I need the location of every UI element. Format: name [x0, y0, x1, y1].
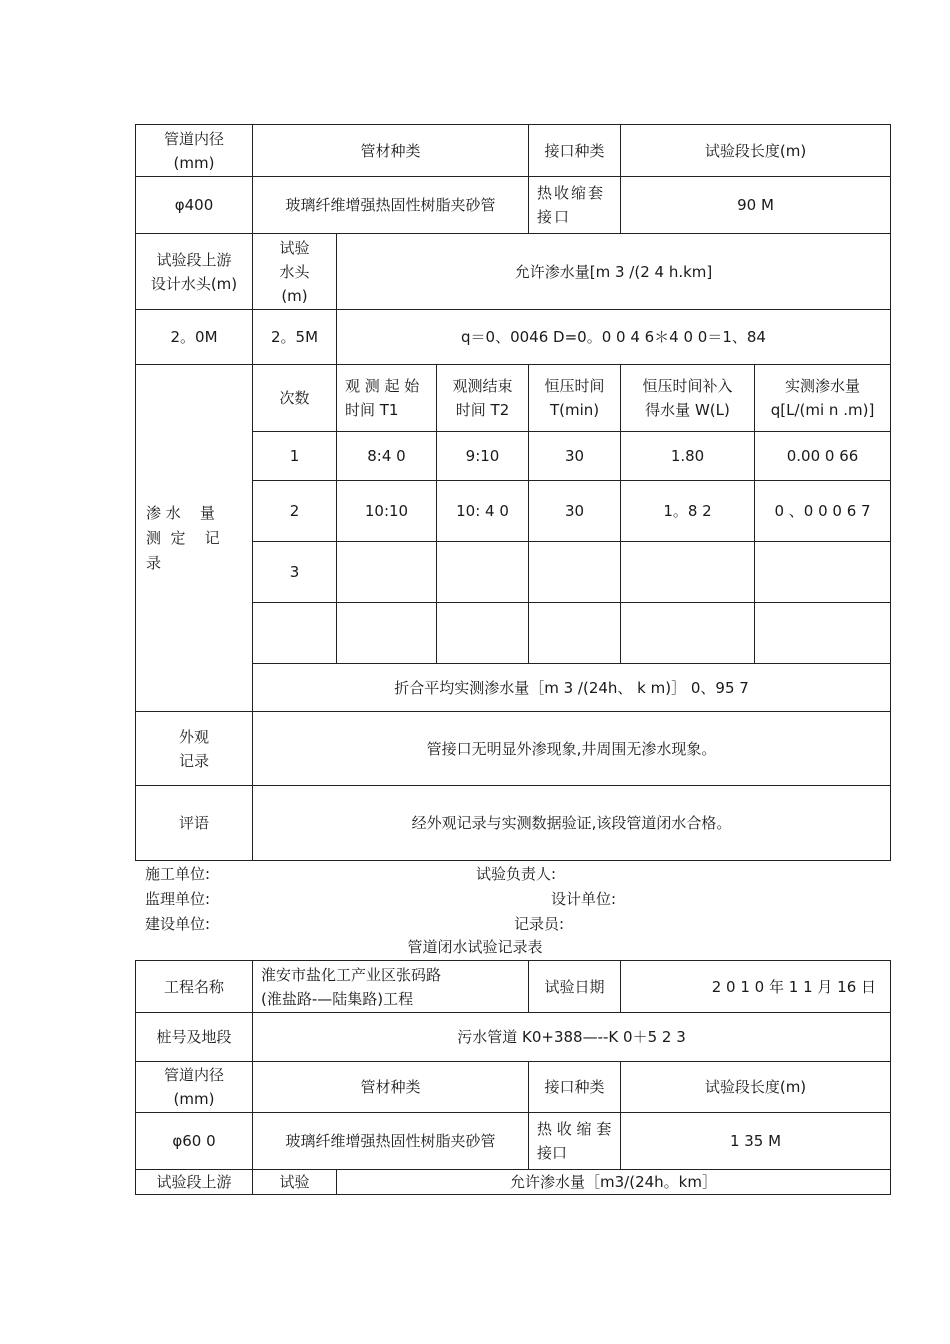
station-value: 污水管道 K0+388—--K 0＋5 2 3 — [253, 1013, 891, 1062]
row4-start — [337, 603, 437, 664]
row2-q: 0 、0 0 0 6 7 — [755, 481, 891, 542]
recorder-label: 记录员: — [514, 915, 565, 933]
col-start-time: 观 测 起 始 时间 T1 — [337, 365, 437, 432]
row3-q — [755, 542, 891, 603]
row2-start: 10:10 — [337, 481, 437, 542]
average-seepage: 折合平均实测渗水量［m 3 /(24h、 k m)］ 0、95 7 — [253, 664, 891, 712]
supervision-unit-label: 监理单位: — [145, 890, 211, 908]
header-length: 试验段长度(m) — [621, 125, 891, 177]
appearance-text: 管接口无明显外渗现象,井周围无渗水现象。 — [253, 712, 891, 786]
row3-end — [437, 542, 529, 603]
document-title: 管道闭水试验记录表 — [407, 938, 543, 956]
row3-start — [337, 542, 437, 603]
header2-joint-type: 接口种类 — [529, 1062, 621, 1113]
col-end-time: 观测结束 时间 T2 — [437, 365, 529, 432]
joint-value: 热收缩套 接口 — [529, 177, 621, 234]
col-duration: 恒压时间 T(min) — [529, 365, 621, 432]
header2-diameter: 管道内径 (mm) — [136, 1062, 253, 1113]
row4-water — [621, 603, 755, 664]
diameter2-value: φ60 0 — [136, 1113, 253, 1170]
diameter-value: φ400 — [136, 177, 253, 234]
row3-duration — [529, 542, 621, 603]
test-head-label: 试验 水头 (m) — [253, 234, 337, 310]
header2-length: 试验段长度(m) — [621, 1062, 891, 1113]
row1-end: 9:10 — [437, 432, 529, 481]
upstream-head-value: 2。0M — [136, 310, 253, 365]
construction-unit-label: 施工单位: — [145, 865, 211, 883]
seepage-record-label: 渗 水 量 测 定 记 录 — [136, 365, 253, 712]
row4-duration — [529, 603, 621, 664]
project-name-label: 工程名称 — [136, 961, 253, 1013]
row2-duration: 30 — [529, 481, 621, 542]
comment-label: 评语 — [136, 786, 253, 861]
test-record-table-1 — [135, 124, 891, 861]
test-head2-label: 试验 — [253, 1170, 337, 1195]
row1-start: 8:4 0 — [337, 432, 437, 481]
header-joint-type: 接口种类 — [529, 125, 621, 177]
appearance-label: 外观 记录 — [136, 712, 253, 786]
test-record-table-2 — [135, 960, 891, 1195]
length2-value: 1 35 M — [621, 1113, 891, 1170]
row2-end: 10: 4 0 — [437, 481, 529, 542]
header-pipe-type: 管材种类 — [253, 125, 529, 177]
joint2-value: 热 收 缩 套 接口 — [529, 1113, 621, 1170]
row1-water: 1.80 — [621, 432, 755, 481]
row3-no: 3 — [253, 542, 337, 603]
owner-unit-label: 建设单位: — [145, 915, 211, 933]
header-diameter: 管道内径 (mm) — [136, 125, 253, 177]
test-date-label: 试验日期 — [529, 961, 621, 1013]
col-water-added: 恒压时间补入 得水量 W(L) — [621, 365, 755, 432]
row2-no: 2 — [253, 481, 337, 542]
row3-water — [621, 542, 755, 603]
row2-water: 1。8 2 — [621, 481, 755, 542]
pipe-material-value: 玻璃纤维增强热固性树脂夹砂管 — [253, 177, 529, 234]
allowed-seepage-formula: q＝0、0046 D=0。0 0 4 6＊4 0 0＝1、84 — [337, 310, 891, 365]
col-measured-seepage: 实测渗水量 q[L/(mi n .m)] — [755, 365, 891, 432]
length-value: 90 M — [621, 177, 891, 234]
header2-pipe-type: 管材种类 — [253, 1062, 529, 1113]
test-date-value: 2 0 1 0 年 1 1 月 16 日 — [621, 961, 891, 1013]
row4-end — [437, 603, 529, 664]
row1-no: 1 — [253, 432, 337, 481]
allowed-seepage-label: 允许渗水量[m 3 /(2 4 h.km] — [337, 234, 891, 310]
comment-text: 经外观记录与实测数据验证,该段管道闭水合格。 — [253, 786, 891, 861]
allowed-seepage2-label: 允许渗水量［m3/(24h。km］ — [337, 1170, 891, 1195]
row4-q — [755, 603, 891, 664]
project-name-value: 淮安市盐化工产业区张码路 (淮盐路-—陆集路)工程 — [253, 961, 529, 1013]
design-unit-label: 设计单位: — [551, 890, 617, 908]
station-label: 桩号及地段 — [136, 1013, 253, 1062]
upstream-head2-label: 试验段上游 — [136, 1170, 253, 1195]
row1-duration: 30 — [529, 432, 621, 481]
upstream-head-label: 试验段上游 设计水头(m) — [136, 234, 253, 310]
row4-no — [253, 603, 337, 664]
test-leader-label: 试验负责人: — [476, 865, 557, 883]
test-head-value: 2。5M — [253, 310, 337, 365]
row1-q: 0.00 0 66 — [755, 432, 891, 481]
pipe-material2-value: 玻璃纤维增强热固性树脂夹砂管 — [253, 1113, 529, 1170]
col-count: 次数 — [253, 365, 337, 432]
